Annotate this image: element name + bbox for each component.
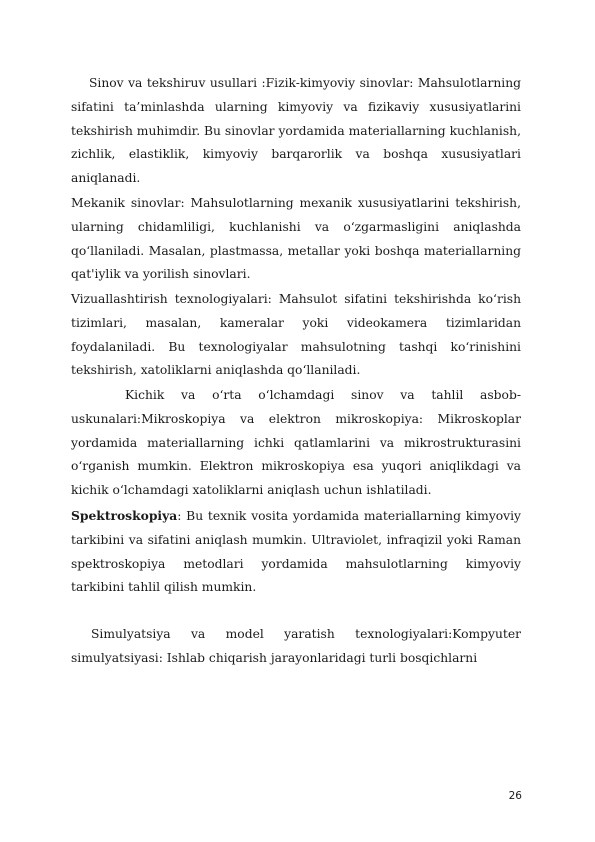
paragraph-testing-methods: Sinov va tekshiruv usullari :Fizik-kimyoviy sinovlar: Mahsulotlarning sifatini ta’minlashda ularning kimyoviy va fizikaviy xususiyatlarini tekshirish muhimdir. Bu sinovlar yordamida materiallarning kuchlanish, zichlik, elastiklik, kimyoviy barqarorlik va boshqa xususiyatlari aniqlanadi. (71, 76, 522, 186)
paragraph-spectroscopy (71, 504, 521, 600)
spectroscopy-body: : Bu texnik vosita yordamida materiallarning kimyoviy tarkibini va sifatini aniqlash mumkin. Ultraviolet, infraqizil yoki Raman spektroskopiya metodlari yordamida mahsulotlarning kimyoviy tarkibini tahlil qilish mumkin. (71, 509, 521, 595)
paragraph-microscopy: Kichik va o‘rta o‘lchamdagi sinov va tahlil asbob-uskunalari:Mikroskopiya va elektron mikroskopiya: Mikroskoplar yordamida materiallarning ichki qatlamlarini va mikrostrukturasini o‘rganish mumkin. Elektron mikroskopiya esa yuqori aniqlikdagi va kichik o‘lchamdagi xatoliklarni aniqlash uchun ishlatiladi. (71, 388, 521, 498)
spectroscopy-heading: Spektroskopiya (71, 508, 178, 523)
paragraph-visualization-technologies: Vizuallashtirish texnologiyalari: Mahsulot sifatini tekshirishda ko‘rish tizimlari, masalan, kameralar yoki videokamera tizimlaridan foydalaniladi. Bu texnologiyalar mahsulotning tashqi ko‘rinishini tekshirish, xatoliklarni aniqlashda qo‘llaniladi. (71, 292, 521, 378)
paragraph-simulation: Simulyatsiya va model yaratish texnologiyalari:Kompyuter simulyatsiyasi: Ishlab chiqarish jarayonlaridagi turli bosqichlarni (71, 627, 521, 665)
page-number: 26 (508, 790, 522, 802)
paragraph-mechanical-tests: Mekanik sinovlar: Mahsulotlarning mexanik xususiyatlarini tekshirish, ularning chidamliligi, kuchlanishi va o‘zgarmasligini aniqlashda qo‘llaniladi. Masalan, plastmassa, metallar yoki boshqa materiallarning qat'iylik va yorilish sinovlari. (71, 196, 521, 282)
